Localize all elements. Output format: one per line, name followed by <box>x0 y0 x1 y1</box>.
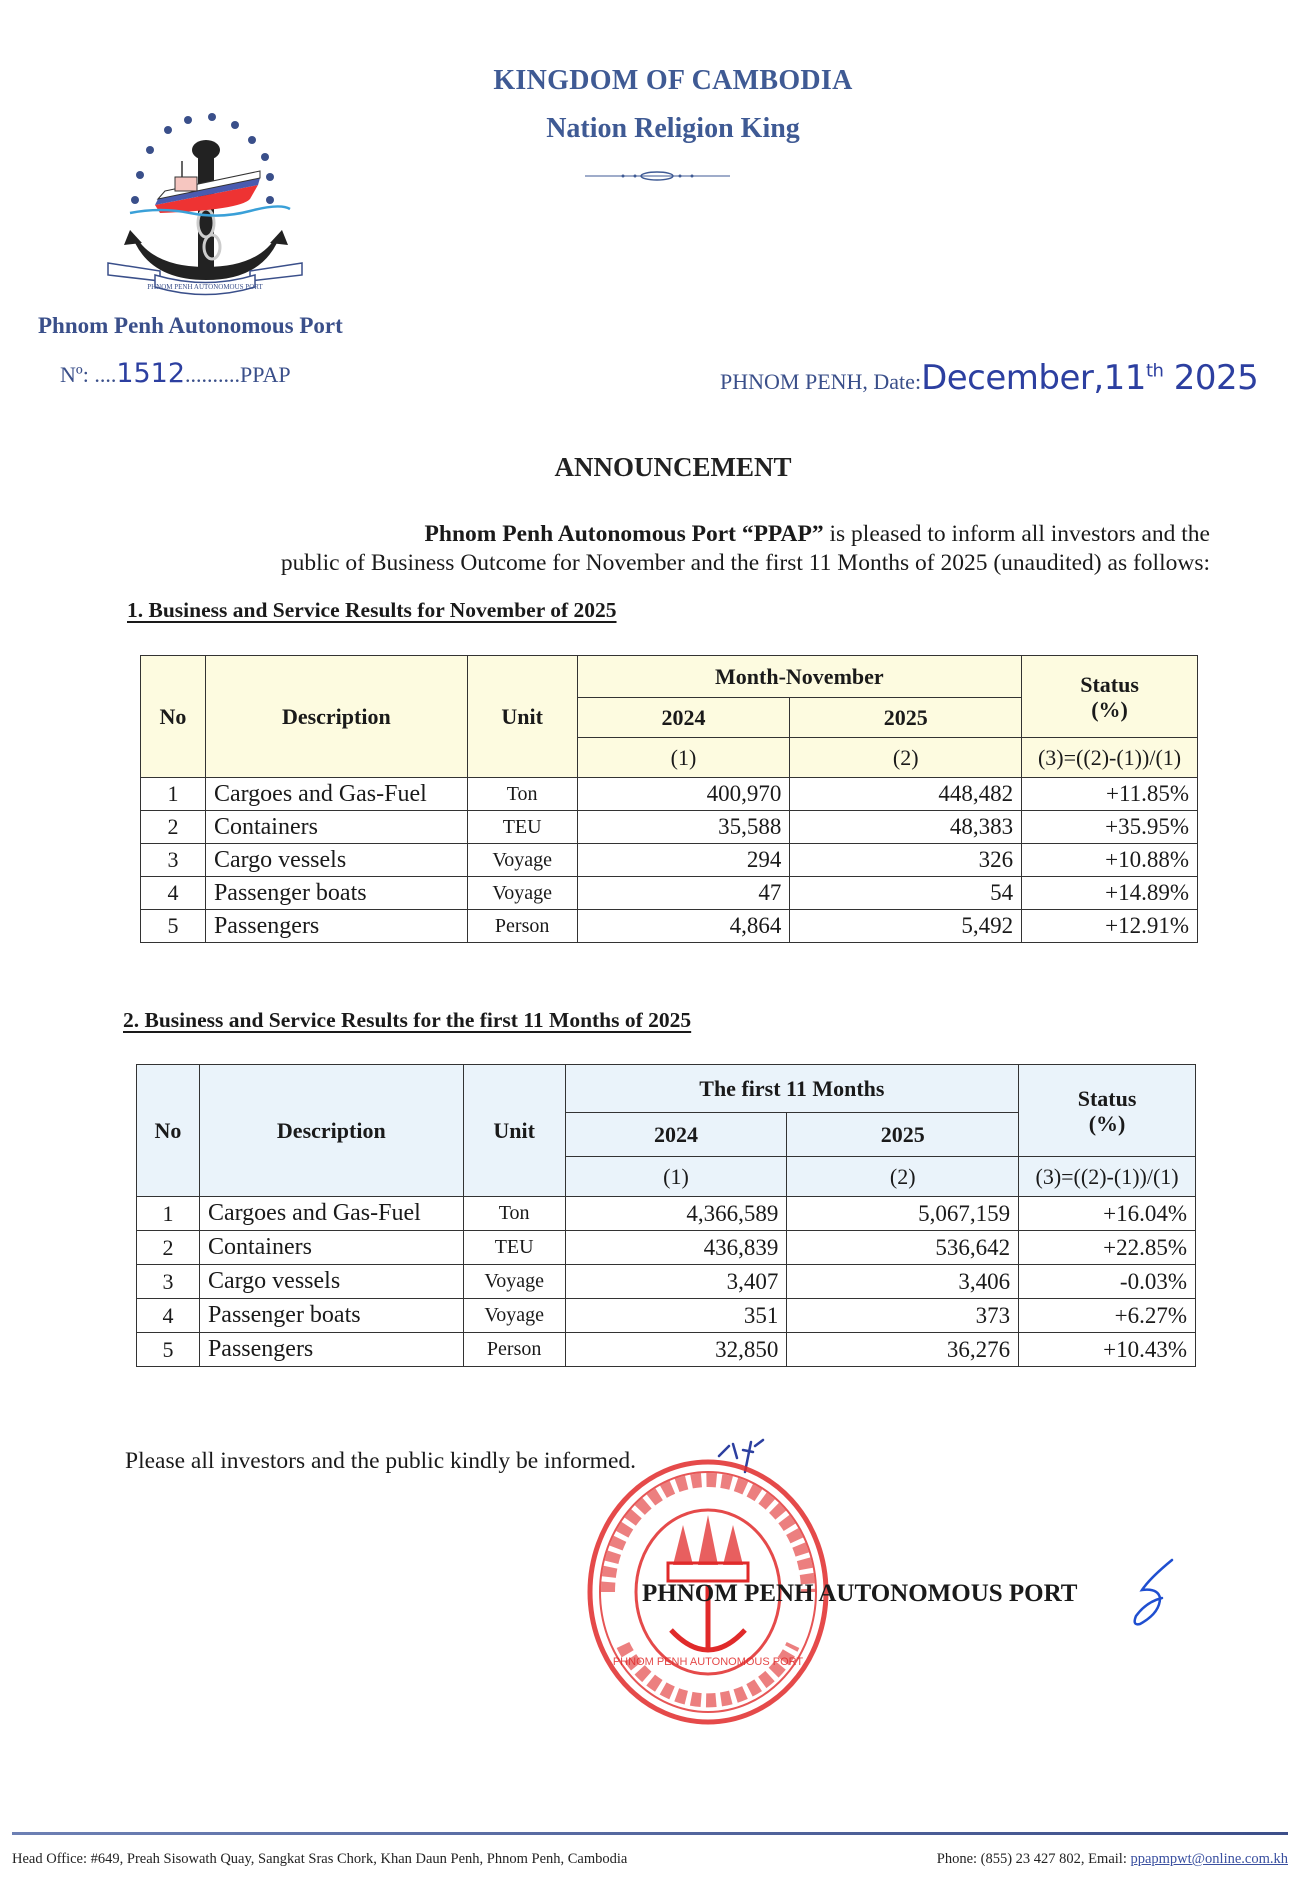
row-value-2025: 54 <box>790 877 1022 910</box>
row-unit: Voyage <box>463 1299 565 1333</box>
row-description: Cargoes and Gas-Fuel <box>199 1197 463 1231</box>
motto-heading: Nation Religion King <box>546 113 800 144</box>
row-description: Passenger boats <box>205 877 467 910</box>
row-value-2024: 35,588 <box>577 811 790 844</box>
row-value-2024: 400,970 <box>577 778 790 811</box>
date-line <box>720 358 1258 398</box>
table-row <box>141 910 1198 943</box>
row-value-2024: 4,864 <box>577 910 790 943</box>
row-value-2025: 3,406 <box>787 1265 1019 1299</box>
header-unit: Unit <box>467 656 577 778</box>
row-description: Passengers <box>199 1333 463 1367</box>
row-description: Containers <box>199 1231 463 1265</box>
header-description: Description <box>205 656 467 778</box>
footer-phone: Phone: (855) 23 427 802, Email: <box>936 1851 1131 1867</box>
row-unit: TEU <box>463 1231 565 1265</box>
row-value-2025: 448,482 <box>790 778 1022 811</box>
row-unit: Voyage <box>467 844 577 877</box>
eleven-months-results-table <box>136 1064 1196 1367</box>
footer-contact <box>937 1851 1288 1868</box>
row-number: 4 <box>141 877 206 910</box>
row-unit: Person <box>467 910 577 943</box>
row-value-2025: 36,276 <box>787 1333 1019 1367</box>
footer-divider <box>12 1832 1288 1835</box>
row-unit: Ton <box>463 1197 565 1231</box>
row-unit: TEU <box>467 811 577 844</box>
row-number: 3 <box>137 1265 200 1299</box>
date-year: 2025 <box>1173 358 1259 398</box>
row-status-percent: +16.04% <box>1019 1197 1196 1231</box>
row-value-2025: 48,383 <box>790 811 1022 844</box>
table-row <box>141 811 1198 844</box>
row-number: 5 <box>141 910 206 943</box>
table-row <box>137 1333 1196 1367</box>
header-unit: Unit <box>463 1065 565 1197</box>
header-col2: (2) <box>790 738 1022 778</box>
footer-email-link[interactable]: ppapmpwt@online.com.kh <box>1130 1851 1288 1867</box>
row-value-2025: 536,642 <box>787 1231 1019 1265</box>
intro-line2: public of Business Outcome for November and the first 11 Months of 2025 (unaudited) as follows: <box>280 550 1210 576</box>
row-number: 3 <box>141 844 206 877</box>
row-status-percent: +22.85% <box>1019 1231 1196 1265</box>
row-unit: Person <box>463 1333 565 1367</box>
row-value-2024: 294 <box>577 844 790 877</box>
table-row <box>137 1299 1196 1333</box>
header-status <box>1022 656 1198 738</box>
row-number: 4 <box>137 1299 200 1333</box>
reference-number <box>60 358 291 389</box>
row-description: Passenger boats <box>199 1299 463 1333</box>
row-description: Passengers <box>205 910 467 943</box>
section-title-11-months: 2. Business and Service Results for the first 11 Months of 2025 <box>123 1008 692 1032</box>
row-number: 1 <box>137 1197 200 1231</box>
row-unit: Ton <box>467 778 577 811</box>
ornament-divider-icon <box>585 170 730 182</box>
header-year-2025: 2025 <box>787 1113 1019 1157</box>
header-no: No <box>137 1065 200 1197</box>
header-formula: (3)=((2)-(1))/(1) <box>1019 1157 1196 1197</box>
reference-handwritten-number: 1512 <box>116 358 186 389</box>
table-row <box>141 844 1198 877</box>
row-value-2025: 373 <box>787 1299 1019 1333</box>
header-year-2024: 2024 <box>577 698 790 738</box>
date-prefix: PHNOM PENH, Date: <box>720 369 922 394</box>
row-value-2025: 5,067,159 <box>787 1197 1019 1231</box>
header-status-label: Status <box>1080 671 1139 697</box>
row-number: 1 <box>141 778 206 811</box>
document-title: ANNOUNCEMENT <box>554 452 792 482</box>
header-year-2025: 2025 <box>790 698 1022 738</box>
row-value-2025: 5,492 <box>790 910 1022 943</box>
section-title-november: 1. Business and Service Results for November of 2025 <box>127 598 617 622</box>
row-status-percent: +6.27% <box>1019 1299 1196 1333</box>
footer-address: Head Office: #649, Preah Sisowath Quay, Sangkat Sras Chork, Khan Daun Penh, Phnom Penh, Cambodia <box>12 1851 628 1867</box>
row-status-percent: -0.03% <box>1019 1265 1196 1299</box>
header-status-unit: (%) <box>1091 696 1128 722</box>
intro-paragraph <box>205 520 1210 578</box>
row-description: Cargo vessels <box>199 1265 463 1299</box>
table-row <box>137 1197 1196 1231</box>
header-group-month: Month-November <box>577 656 1021 698</box>
row-value-2025: 326 <box>790 844 1022 877</box>
closing-statement: Please all investors and the public kindly be informed. <box>125 1448 637 1474</box>
row-status-percent: +14.89% <box>1022 877 1198 910</box>
header-description: Description <box>199 1065 463 1197</box>
header-col1: (1) <box>577 738 790 778</box>
signatory-name: PHNOM PENH AUTONOMOUS PORT <box>642 1580 1078 1607</box>
row-status-percent: +12.91% <box>1022 910 1198 943</box>
table-row <box>137 1265 1196 1299</box>
row-unit: Voyage <box>467 877 577 910</box>
stamp-text: PHNOM PENH AUTONOMOUS PORT <box>612 1656 804 1668</box>
logo-ribbon-text: PHNOM PENH AUTONOMOUS PORT <box>147 283 263 291</box>
header-formula: (3)=((2)-(1))/(1) <box>1022 738 1198 778</box>
table-row <box>137 1231 1196 1265</box>
row-unit: Voyage <box>463 1265 565 1299</box>
row-value-2024: 3,407 <box>565 1265 787 1299</box>
header-group-11-months: The first 11 Months <box>565 1065 1019 1113</box>
row-description: Cargo vessels <box>205 844 467 877</box>
row-value-2024: 47 <box>577 877 790 910</box>
row-status-percent: +10.88% <box>1022 844 1198 877</box>
row-description: Containers <box>205 811 467 844</box>
row-description: Cargoes and Gas-Fuel <box>205 778 467 811</box>
row-value-2024: 436,839 <box>565 1231 787 1265</box>
row-number: 2 <box>137 1231 200 1265</box>
intro-line1: is pleased to inform all investors and the <box>823 521 1210 547</box>
header-year-2024: 2024 <box>565 1113 787 1157</box>
header-status-label: Status <box>1077 1085 1137 1111</box>
date-month-day: December,11 <box>921 358 1146 398</box>
row-value-2024: 351 <box>565 1299 787 1333</box>
header-status-unit: (%) <box>1088 1110 1126 1136</box>
row-status-percent: +10.43% <box>1019 1333 1196 1367</box>
row-number: 2 <box>141 811 206 844</box>
row-value-2024: 4,366,589 <box>565 1197 787 1231</box>
date-ordinal: th <box>1145 360 1164 382</box>
row-status-percent: +11.85% <box>1022 778 1198 811</box>
table-row <box>141 877 1198 910</box>
date-handwritten <box>921 358 1258 398</box>
row-number: 5 <box>137 1333 200 1367</box>
row-value-2024: 32,850 <box>565 1333 787 1367</box>
header-no: No <box>141 656 206 778</box>
reference-prefix: Nº: .... <box>60 362 117 387</box>
reference-suffix: ..........PPAP <box>185 362 291 387</box>
header-col1: (1) <box>565 1157 787 1197</box>
header-status <box>1019 1065 1196 1157</box>
intro-bold-org: Phnom Penh Autonomous Port “PPAP” <box>424 521 824 547</box>
header-col2: (2) <box>787 1157 1019 1197</box>
organization-name: Phnom Penh Autonomous Port <box>38 313 343 338</box>
signature-icon <box>1130 1558 1180 1628</box>
kingdom-heading: KINGDOM OF CAMBODIA <box>493 65 853 96</box>
table-row <box>141 778 1198 811</box>
row-status-percent: +35.95% <box>1022 811 1198 844</box>
november-results-table <box>140 655 1198 943</box>
